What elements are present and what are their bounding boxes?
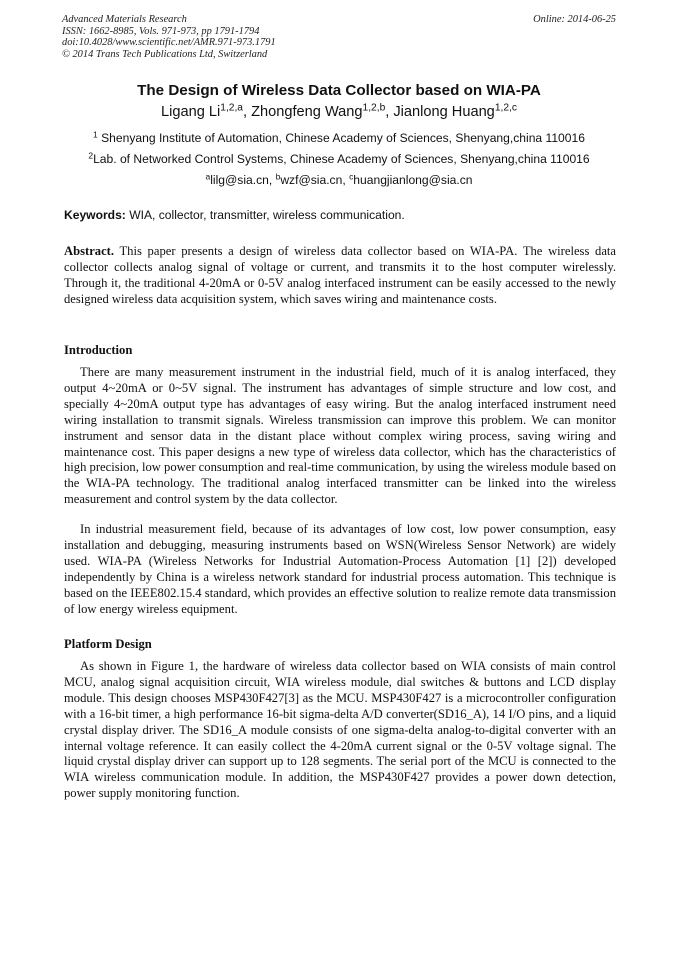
author-superscript: 1,2,a — [220, 102, 243, 114]
author-list: Ligang Li$^{1,2,a}$, Zhongfeng Wang$^{1,2,b}$, Jianlong Huang$^{1,2,c}$ — [161, 102, 517, 120]
keywords — [64, 208, 616, 222]
keywords-text: WIA, collector, transmitter, wireless communication. — [129, 208, 405, 222]
email-address: wzf@sia.cn — [280, 173, 343, 187]
online-date: Online: 2014-06-25 — [533, 14, 616, 25]
author-name: Zhongfeng Wang — [251, 104, 363, 120]
affiliation-text: Shenyang Institute of Automation, Chinese Academy of Sciences, Shenyang,china 110016 — [101, 131, 585, 145]
section-heading-introduction: Introduction — [64, 343, 133, 357]
affiliation-superscript: 2 — [88, 150, 94, 161]
paper-title: The Design of Wireless Data Collector based on WIA-PA — [137, 82, 541, 99]
keywords-label: Keywords: — [64, 208, 126, 222]
introduction-paragraph-1: There are many measurement instrument in the industrial field, much of it is analog interfaced, they output 4~20mA or 0~5V signal. The instrument has advantages of simple structure and low cost, and specially 4~20mA output type has advantages of easy wiring. But the analog interfaced instrument need wiring installation to transmit signals. Wireless transmission can improve this problem. We can monitor instrument and sensor data in the distant place without complex wiring process, saving wiring and maintenance cost. This paper designs a new type of wireless data collector, which has the characteristics of high precision, low power consumption and real-time communication, by using the wireless module based on the WIA-PA technology. The traditional analog interfaced transmitter can be linked into the wireless measurement and control system by the data collector. — [64, 365, 616, 507]
email-line: $^a$lilg@sia.cn, $^b$wzf@sia.cn, $^c$huangjianlong@sia.cn — [205, 171, 473, 187]
journal-name: Advanced Materials Research — [62, 14, 187, 25]
author-name: Ligang Li — [161, 104, 221, 120]
abstract-label: Abstract. — [64, 244, 115, 258]
author-superscript: 1,2,c — [494, 102, 517, 114]
author-superscript: 1,2,b — [362, 102, 386, 114]
email-superscript: c — [349, 171, 354, 182]
affiliation-superscript: 1 — [93, 129, 98, 140]
abstract — [64, 244, 616, 308]
copyright-line: © 2014 Trans Tech Publications Ltd, Switzerland — [62, 48, 268, 60]
affiliation-1 — [0, 131, 678, 145]
section-heading-platform-design: Platform Design — [64, 637, 152, 651]
email-superscript: b — [275, 171, 281, 182]
email-address: lilg@sia.cn — [210, 173, 269, 187]
email-superscript: a — [205, 171, 211, 182]
author-name: Jianlong Huang — [393, 104, 495, 120]
email-address: huangjianlong@sia.cn — [353, 173, 473, 187]
affiliation-2 — [0, 152, 678, 166]
abstract-text: This paper presents a design of wireless data collector based on WIA-PA. The wireless data collector collects analog signal of voltage or current, and transmits it to the host computer wirelessly. Through it, the traditional 4-20mA or 0-5V analog interfaced instrument can be easily accessed to the newly designed wireless data acquisition system, which saves wiring and maintenance costs. — [64, 244, 617, 306]
introduction-paragraph-2: In industrial measurement field, because of its advantages of low cost, low power consumption, easy installation and debugging, measuring instruments based on WSN(Wireless Sensor Network) are widely used. WIA-PA (Wireless Networks for Industrial Automation-Process Automation [1] [2]) developed independently by China is a wireless network standard for industrial process automation. This technique is based on the IEEE802.15.4 standard, which provides an effective solution to realize remote data transmission of low energy wireless equipment. — [64, 522, 616, 616]
journal-header — [62, 14, 616, 60]
doi-line: doi:10.4028/www.scientific.net/AMR.971-973.1791 — [62, 37, 276, 49]
affiliation-text: Lab. of Networked Control Systems, Chinese Academy of Sciences, Shenyang,china 110016 — [93, 152, 590, 166]
issn-line: ISSN: 1662-8985, Vols. 971-973, pp 1791-1794 — [62, 25, 260, 37]
platform-design-paragraph-1: As shown in Figure 1, the hardware of wireless data collector based on WIA consists of main control MCU, analog signal acquisition circuit, WIA wireless module, dial switches & buttons and LCD display module. This design chooses MSP430F427[3] as the MCU. MSP430F427 is a microcontroller configuration with a 16-bit timer, a high performance 16-bit sigma-delta A/D converter(SD16_A), 14 I/O pins, and a liquid crystal display driver. The SD16_A module consists of one sigma-delta analog-to-digital converter with an internal voltage reference. It can easily collect the 4-20mA current signal or the 0-5V voltage signal. The liquid crystal display driver can support up to 128 segments. The serial port of the MCU is connected to the WIA wireless communication module. In addition, the MSP430F427 provides a power down detection, power supply monitoring function. — [64, 659, 616, 801]
